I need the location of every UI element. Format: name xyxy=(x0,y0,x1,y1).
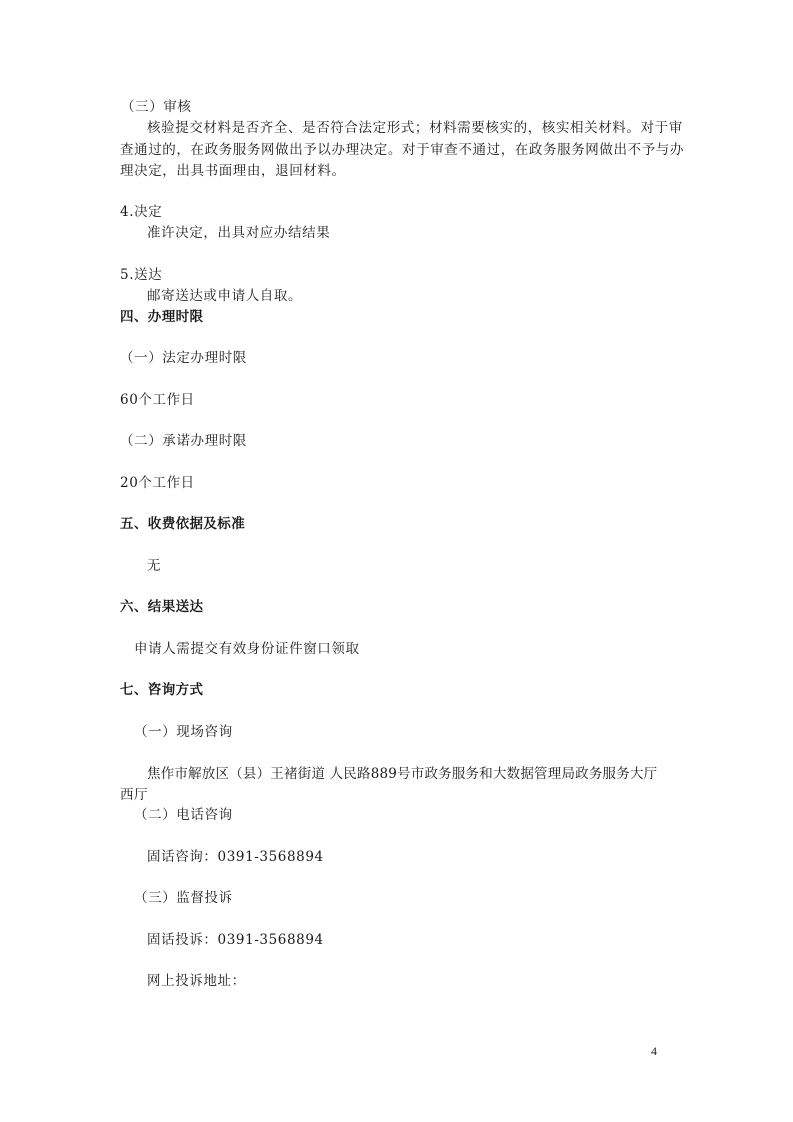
section-4-title: 4.决定 xyxy=(120,204,163,220)
value-text: 无 xyxy=(147,558,162,574)
address-text: 西厅 xyxy=(120,787,149,803)
subheading: （三）监督投诉 xyxy=(134,890,233,906)
value-text: 申请人需提交有效身份证件窗口领取 xyxy=(134,641,360,657)
address-text: 焦作市解放区（县）王褚街道 人民路889号市政务服务和大数据管理局政务服务大厅 xyxy=(147,766,658,782)
section-3-title: （三）审核 xyxy=(121,99,192,115)
phone-text: 固话咨询：0391-3568894 xyxy=(147,849,324,865)
paragraph-line: 邮寄送达或申请人自取。 xyxy=(147,288,303,304)
paragraph-line: 准许决定，出具对应办结结果 xyxy=(147,225,331,241)
subheading: （一）法定办理时限 xyxy=(120,350,247,366)
subheading: （二）承诺办理时限 xyxy=(120,433,247,449)
phone-text: 固话投诉：0391-3568894 xyxy=(147,932,324,948)
value-text: 60个工作日 xyxy=(120,392,195,408)
heading-fees: 五、收费依据及标准 xyxy=(120,516,246,532)
subheading: （一）现场咨询 xyxy=(134,724,233,740)
paragraph-line: 查通过的，在政务服务网做出予以办理决定。对于审查不通过，在政务服务网做出不予与办 xyxy=(120,142,684,158)
paragraph-line: 理决定，出具书面理由，退回材料。 xyxy=(120,163,346,179)
heading-consultation: 七、咨询方式 xyxy=(120,682,204,698)
online-complaint-label: 网上投诉地址： xyxy=(147,973,246,989)
value-text: 20个工作日 xyxy=(120,475,195,491)
heading-processing-time: 四、办理时限 xyxy=(120,309,204,325)
subheading: （二）电话咨询 xyxy=(134,807,233,823)
page-number: 4 xyxy=(651,1044,657,1058)
heading-result-delivery: 六、结果送达 xyxy=(120,599,204,615)
section-5-title: 5.送达 xyxy=(120,267,163,283)
paragraph-line: 核验提交材料是否齐全、是否符合法定形式；材料需要核实的，核实相关材料。对于审 xyxy=(147,120,683,136)
